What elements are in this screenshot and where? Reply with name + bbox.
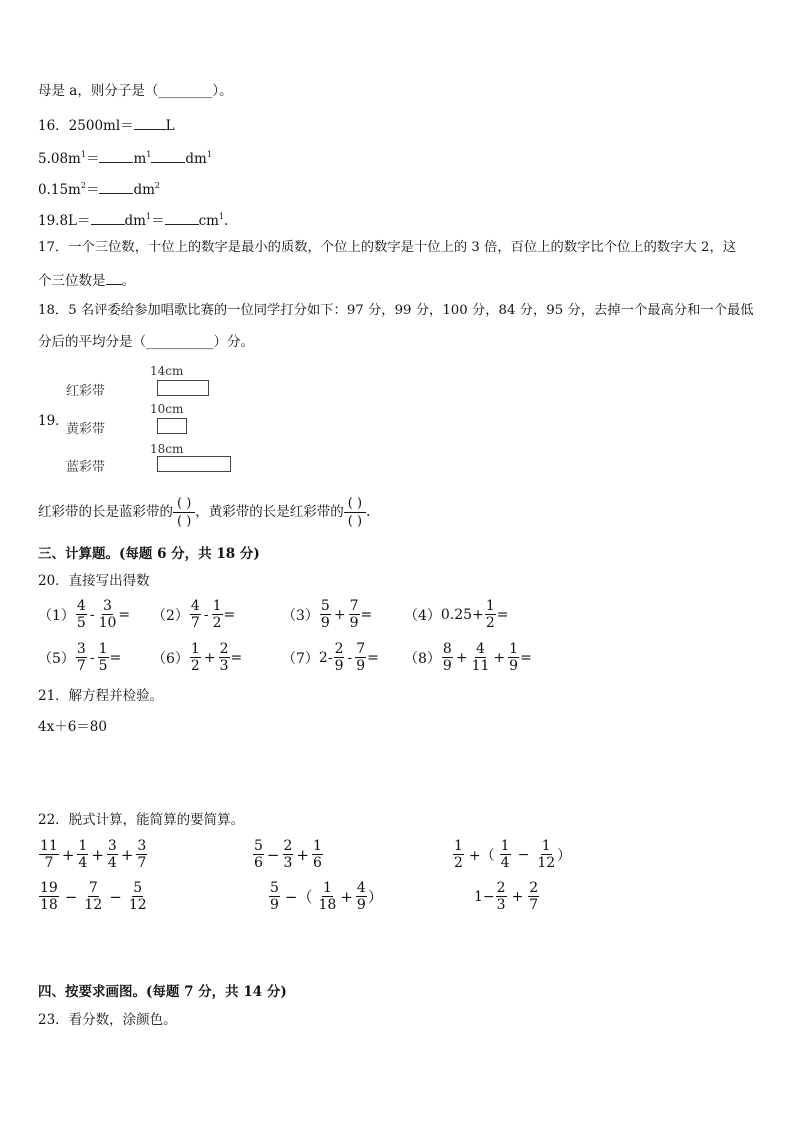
fraction-numerator-slot: ( ): [344, 495, 366, 513]
operator: -: [89, 649, 95, 666]
q16-text: 19.8L＝: [38, 213, 91, 229]
fraction: [356, 880, 367, 913]
fraction: [485, 598, 496, 631]
denominator: 4: [500, 855, 510, 871]
answer-blank[interactable]: [134, 115, 166, 130]
q22-expr-2: [252, 838, 324, 871]
denominator: 18: [318, 897, 337, 913]
prefix: 0.25+: [440, 606, 484, 623]
q18-line2: 分后的平均分是（__________）分。: [38, 334, 254, 350]
fraction: [128, 880, 148, 913]
fraction: [219, 641, 230, 674]
q16-unit: dm: [133, 182, 155, 198]
exponent: 1: [145, 212, 152, 221]
fraction: [496, 880, 507, 913]
equals: =: [367, 649, 379, 666]
equals: =: [223, 606, 236, 623]
q16-line4: [38, 208, 228, 230]
q16-unit: cm: [198, 213, 219, 229]
fraction: [349, 598, 360, 631]
q16-text: .: [224, 213, 229, 229]
fraction: [453, 838, 464, 871]
numerator: 5: [320, 598, 330, 614]
q16-text: ＝: [85, 151, 100, 167]
q16-text: ＝: [85, 182, 100, 198]
ribbon-label-red: 红彩带: [66, 384, 106, 399]
numerator: 5: [254, 838, 263, 854]
numerator: 4: [476, 641, 485, 657]
ribbon-bar-blue: [157, 456, 231, 472]
numerator: 2: [496, 880, 506, 896]
q15-tail: 母是 a，则分子是（________）。: [38, 83, 233, 99]
operator: −: [64, 887, 78, 906]
numerator: 3: [76, 641, 86, 657]
fraction: [253, 838, 264, 871]
denominator: 2: [485, 615, 495, 631]
exponent: 1: [146, 150, 152, 159]
numerator: 5: [133, 880, 143, 896]
numerator: 8: [442, 641, 452, 657]
ribbon-length-blue: 18cm: [150, 442, 184, 456]
denominator: 9: [349, 615, 359, 631]
denominator: 5: [98, 658, 108, 674]
exponent: 1: [218, 212, 225, 221]
denominator: 2: [454, 855, 463, 871]
fraction: [442, 641, 453, 674]
denominator: 9: [270, 897, 279, 913]
fraction-denominator-slot: ( ): [347, 513, 363, 529]
q20-item-1: [38, 598, 130, 631]
equals: =: [360, 606, 373, 623]
q21-equation: 4x＋6＝80: [38, 719, 107, 735]
item-label: （5）: [38, 650, 75, 667]
numerator: 7: [88, 880, 98, 896]
fraction: [334, 641, 345, 674]
numerator: 5: [270, 880, 279, 896]
q20-title: 20．直接写出得数: [38, 573, 150, 589]
denominator: 9: [356, 897, 366, 913]
q23-title: 23．看分数，涂颜色。: [38, 1012, 177, 1028]
operator: -: [347, 649, 353, 666]
q20-item-4: [404, 598, 508, 631]
denominator: 6: [254, 855, 263, 871]
equals: =: [520, 649, 532, 666]
numerator: 1: [98, 641, 108, 657]
operator: +: [120, 845, 134, 864]
fraction: [190, 641, 201, 674]
q16-text: 16．2500ml＝: [38, 118, 134, 134]
fraction: [508, 641, 519, 674]
q16-unit: L: [165, 118, 175, 134]
q17-line1: 17．一个三位数，十位上的数字是最小的质数，个位上的数字是十位上的 3 倍，百位上的数字比个位上的数字大 2，这: [38, 240, 737, 255]
ribbon-length-yellow: 10cm: [150, 402, 184, 416]
fraction: [500, 838, 511, 871]
denominator: 7: [137, 855, 147, 871]
fraction: [318, 880, 338, 913]
denominator: 3: [219, 658, 229, 674]
fraction: [471, 641, 491, 674]
fraction: [98, 641, 109, 674]
equals: =: [109, 649, 122, 666]
q20-item-8: [404, 641, 532, 674]
fraction: [212, 598, 223, 631]
operator: +: [493, 649, 506, 666]
operator: −: [266, 845, 280, 864]
operator: +: [61, 845, 75, 864]
q16-line1: [38, 115, 175, 135]
denominator: 6: [313, 855, 322, 871]
equals: =: [118, 606, 131, 623]
numerator: 7: [356, 641, 366, 657]
q17-text: 。: [121, 273, 135, 289]
q19-answer-line: [38, 493, 370, 531]
q22-expr-4: [38, 880, 149, 913]
denominator: 2: [212, 615, 222, 631]
numerator: 1: [454, 838, 463, 854]
numerator: 1: [322, 880, 332, 896]
numerator: 1: [78, 838, 88, 854]
numerator: 4: [76, 598, 86, 614]
denominator: 12: [128, 897, 147, 913]
ribbon-label-yellow: 黄彩带: [66, 422, 106, 437]
answer-fraction-2[interactable]: [344, 495, 366, 530]
item-label: （4）: [404, 607, 441, 624]
fraction-denominator-slot: ( ): [177, 513, 192, 529]
denominator: 4: [107, 855, 117, 871]
operator: −: [517, 846, 530, 863]
numerator: 4: [190, 598, 200, 614]
numerator: 2: [219, 641, 229, 657]
numerator: 1: [509, 641, 519, 657]
operator: −（: [284, 888, 313, 906]
denominator: 3: [496, 897, 506, 913]
denominator: 9: [320, 615, 330, 631]
denominator: 7: [76, 658, 86, 674]
fraction: [39, 838, 59, 871]
equals: =: [230, 649, 243, 666]
operator: +: [333, 606, 346, 623]
q22-title: 22．脱式计算，能简算的要简算。: [38, 812, 245, 828]
answer-fraction-1[interactable]: [173, 495, 195, 530]
q18-line1: 18．5 名评委给参加唱歌比赛的一位同学打分如下：97 分，99 分，100 分，84 分，95 分，去掉一个最高分和一个最低: [38, 303, 754, 318]
numerator: 1: [541, 838, 551, 854]
denominator: 12: [84, 897, 103, 913]
answer-blank[interactable]: [99, 179, 133, 194]
denominator: 9: [334, 658, 344, 674]
operator: +: [340, 887, 353, 906]
fraction: [39, 880, 59, 913]
numerator: 3: [137, 838, 147, 854]
q19-text: 红彩带的长是蓝彩带的: [38, 504, 173, 520]
q16-unit: m: [133, 151, 147, 167]
q19-number: 19．: [38, 413, 69, 429]
item-label: （2）: [152, 607, 189, 624]
denominator: 12: [537, 855, 556, 871]
numerator: 1: [500, 838, 510, 854]
answer-blank[interactable]: [151, 148, 185, 163]
q22-expr-3: [452, 838, 571, 871]
operator: +（: [468, 847, 495, 864]
q17-text: 个三位数是: [38, 273, 106, 289]
operator: +: [91, 845, 104, 864]
numerator: 1: [313, 838, 322, 854]
denominator: 2: [190, 658, 200, 674]
section-3-heading: 三、计算题。(每题 6 分，共 18 分): [38, 546, 260, 562]
q16-line2: [38, 146, 212, 168]
equals: =: [496, 606, 509, 623]
numerator: 11: [40, 838, 58, 854]
denominator: 18: [40, 897, 58, 913]
numerator: 2: [283, 838, 293, 854]
numerator: 3: [107, 838, 117, 854]
q16-text: ＝: [151, 213, 165, 229]
numerator: 1: [212, 598, 222, 614]
numerator: 2: [334, 641, 344, 657]
q19-text: .: [366, 504, 371, 520]
fraction: [76, 641, 87, 674]
ribbon-label-blue: 蓝彩带: [66, 460, 106, 475]
fraction: [528, 880, 539, 913]
exponent: 1: [80, 150, 86, 159]
fraction: [312, 838, 323, 871]
denominator: 7: [529, 897, 539, 913]
denominator: 7: [44, 855, 54, 871]
fraction: [83, 880, 103, 913]
ribbon-length-red: 14cm: [150, 364, 184, 378]
answer-blank[interactable]: [99, 148, 133, 163]
q20-item-5: [38, 641, 121, 674]
item-label: （7）: [282, 650, 319, 667]
close-paren: ）: [367, 888, 383, 906]
fraction: [320, 598, 331, 631]
operator: −: [109, 887, 122, 906]
exponent: 2: [154, 181, 161, 190]
numerator: 19: [40, 880, 58, 896]
denominator: 3: [283, 855, 293, 871]
answer-blank[interactable]: [165, 210, 199, 225]
operator: +: [511, 888, 524, 905]
operator: -: [203, 606, 209, 623]
q20-item-6: [152, 641, 242, 674]
operator: -: [89, 606, 95, 623]
q16-text: 5.08m: [38, 151, 81, 167]
fraction-numerator-slot: ( ): [173, 495, 195, 513]
item-label: （6）: [152, 650, 189, 667]
q17-line2: [38, 270, 135, 290]
q20-item-7: [282, 641, 379, 674]
denominator: 9: [509, 658, 519, 674]
numerator: 4: [356, 880, 366, 896]
q22-expr-1: [38, 838, 148, 871]
fraction: [283, 838, 294, 871]
exponent: 1: [206, 150, 212, 159]
ribbon-bar-red: [157, 380, 209, 396]
denominator: 7: [190, 615, 200, 631]
answer-blank[interactable]: [106, 270, 122, 285]
q22-expr-6: [474, 880, 540, 913]
fraction: [536, 838, 556, 871]
q19-text: ，黄彩带的长是红彩带的: [195, 504, 344, 520]
denominator: 11: [471, 658, 490, 674]
fraction: [107, 838, 118, 871]
q16-unit: dm: [124, 213, 146, 229]
section-4-heading: 四、按要求画图。(每题 7 分，共 14 分): [38, 984, 287, 1000]
operator: +: [296, 845, 309, 864]
item-label: （8）: [404, 650, 441, 667]
fraction: [98, 598, 118, 631]
fraction: [269, 880, 280, 913]
operator: +: [203, 649, 216, 666]
q20-item-3: [282, 598, 372, 631]
denominator: 4: [78, 855, 88, 871]
close-paren: ）: [557, 847, 572, 864]
denominator: 9: [356, 658, 366, 674]
fraction: [77, 838, 88, 871]
q21-title: 21．解方程并检验。: [38, 688, 164, 704]
ribbon-bar-yellow: [157, 418, 187, 434]
numerator: 7: [349, 598, 359, 614]
numerator: 1: [190, 641, 200, 657]
exponent: 2: [80, 181, 86, 190]
numerator: 3: [103, 598, 112, 614]
denominator: 9: [442, 658, 452, 674]
item-label: （3）: [282, 607, 319, 624]
q22-expr-5: [268, 880, 383, 913]
denominator: 5: [76, 615, 86, 631]
numerator: 2: [529, 880, 539, 896]
fraction: [76, 598, 87, 631]
fraction: [355, 641, 366, 674]
prefix: 2-: [318, 649, 333, 666]
fraction: [190, 598, 201, 631]
item-label: （1）: [38, 607, 75, 624]
answer-blank[interactable]: [91, 210, 125, 225]
q16-line3: [38, 177, 160, 199]
fraction: [136, 838, 147, 871]
q16-text: 0.15m: [38, 182, 81, 198]
q20-item-2: [152, 598, 235, 631]
numerator: 1: [485, 598, 495, 614]
operator: +: [455, 649, 468, 666]
q16-unit: dm: [185, 151, 207, 167]
prefix: 1−: [474, 888, 495, 905]
denominator: 10: [98, 615, 117, 631]
